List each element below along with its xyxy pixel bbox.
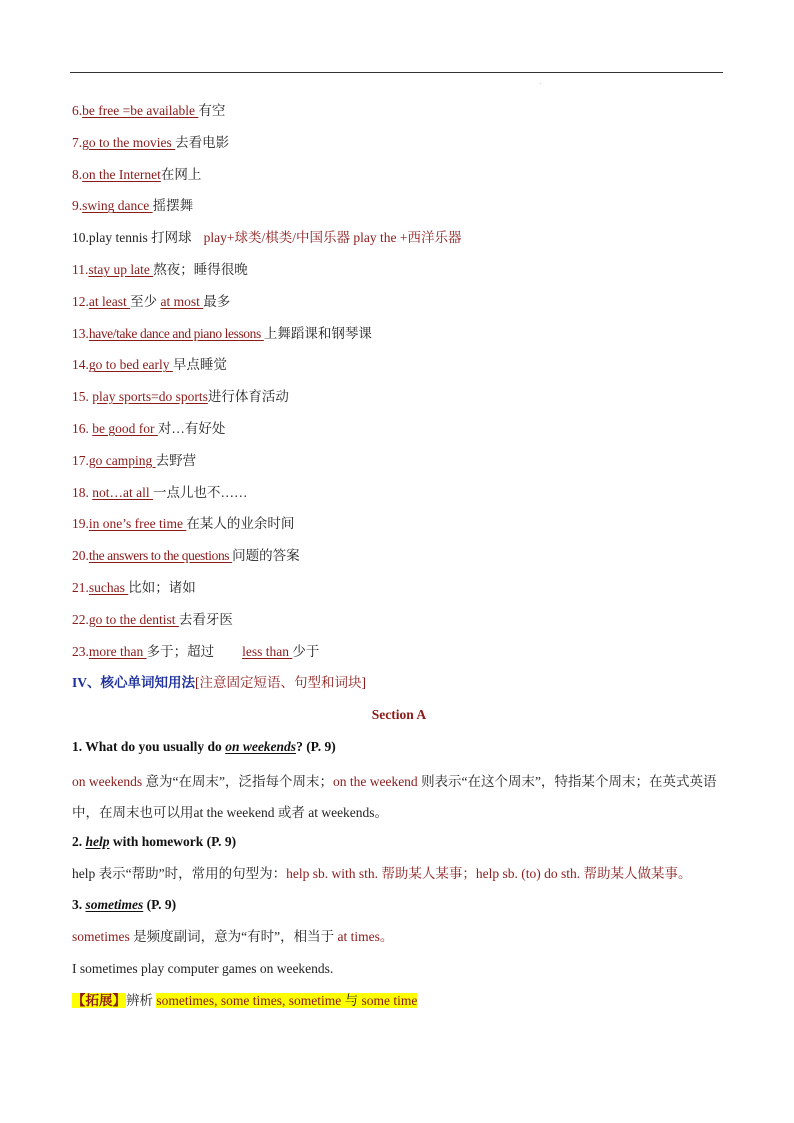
phrase-line-6 [72,98,726,130]
chinese-meaning: 去看电影 [175,134,230,150]
chinese-meaning: 早点睡觉 [172,357,227,373]
chinese-meaning: 至少 [130,293,161,309]
item-number: 17. [72,452,89,468]
chinese-meaning: 比如；诸如 [128,579,196,595]
item-number: 12. [72,293,89,309]
item-number: 13. [72,325,89,341]
example-sentence: I sometimes play computer games on weekends. [72,960,334,976]
phrase-line-10 [72,225,726,257]
phrase-line-17 [72,448,726,480]
english-phrase: less than [242,643,293,659]
phrase-line-22 [72,607,726,639]
question-1: 1. What do you usually do on weekends? (P. 9) [72,738,336,754]
chinese-meaning: 少于 [292,643,320,659]
item-number: 20. [72,548,89,564]
item-number: 15. [72,389,93,405]
question-2-explanation: help 表示“帮助”时，常用的句型为：help sb. with sth. 帮助某人某事；help sb. (to) do sth. 帮助某人做某事。 [72,865,692,881]
phrase-line-15 [72,384,726,416]
phrase-line-11 [72,257,726,289]
chinese-meaning: 进行体育活动 [207,389,289,405]
document-body [72,98,726,1020]
item-number: 11. [72,261,89,277]
question-2: 2. help with homework (P. 9) [72,833,237,849]
chinese-meaning: 去野营 [155,452,197,468]
english-phrase: suchas [88,579,129,595]
phrase-line-12 [72,289,726,321]
item-number: 21. [72,579,89,595]
phrase-text: play tennis 打网球 [88,230,192,246]
question-3-explanation: sometimes 是频度副词，意为“有时”，相当于 at times。 [72,929,394,945]
english-phrase: be good for [92,420,158,436]
english-phrase: at least [88,293,131,309]
chinese-meaning: 在某人的业余时间 [186,516,295,532]
section-title: Section A [371,707,427,723]
phrase-line-13 [72,321,726,353]
english-phrase: the answers to the questions [88,548,233,564]
chinese-meaning: 上舞蹈课和钢琴课 [263,325,372,341]
chinese-meaning: 摇摆舞 [152,198,194,214]
item-number: 10. [72,230,89,246]
english-phrase: swing dance [82,198,153,214]
phrase-line-20 [72,543,726,575]
chinese-meaning: 去看牙医 [178,611,233,627]
phrase-line-9 [72,193,726,225]
chinese-meaning: 对…有好处 [157,420,226,436]
phrase-line-23 [72,639,726,671]
item-number: 16. [72,420,93,436]
english-phrase: at most [160,293,204,309]
english-phrase: more than [88,643,147,659]
english-phrase: go to the movies [82,134,176,150]
phrase-line-21 [72,575,726,607]
english-phrase: on the Internet [82,166,161,182]
question-3: 3. sometimes (P. 9) [72,897,177,913]
item-number: 23. [72,643,89,659]
chinese-meaning: 问题的答案 [232,548,300,564]
section-heading: IV、核心单词知用法[注意固定短语、句型和词块] [72,675,367,691]
english-phrase: have/take dance and piano lessons [88,325,264,341]
item-number: 18. [72,484,93,500]
english-phrase: in one’s free time [88,516,187,532]
english-phrase: play sports=do sports [92,389,208,405]
english-phrase: go camping [88,452,156,468]
english-phrase: stay up late [88,261,154,277]
chinese-meaning: 熬夜；睡得很晚 [153,261,248,277]
question-1-explanation: on weekends 意为“在周末”，泛指每个周末；on the weekend 则表示“在这个周末”，特指某个周末；在英式英语中，在周末也可以用at the weekend 或者 at weekends。 [72,773,717,821]
chinese-meaning: 有空 [198,103,226,118]
phrase-line-14 [72,352,726,384]
english-phrase: go to the dentist [88,611,179,627]
chinese-meaning: 一点儿也不…… [153,484,248,500]
phrase-line-19 [72,511,726,543]
english-phrase: go to bed early [88,357,173,373]
english-phrase: be free =be available [82,103,199,118]
phrase-line-8 [72,162,726,194]
chinese-meaning: 最多 [203,293,231,309]
item-number: 19. [72,516,89,532]
chinese-meaning: 在网上 [160,166,202,182]
item-number: 9. [72,198,83,214]
english-phrase: not…at all [92,484,153,500]
phrase-line-7 [72,130,726,162]
chinese-meaning: 多于；超过 [146,643,215,659]
expand-note: 【拓展】辨析 sometimes, some times, sometime 与 some time [72,992,418,1008]
header-dot: . [540,80,542,86]
item-number: 7. [72,134,83,150]
item-number: 22. [72,611,89,627]
item-number: 8. [72,166,83,182]
phrase-line-16 [72,416,726,448]
item-number: 14. [72,357,89,373]
item-number: 6. [72,103,83,118]
phrase-line-18 [72,480,726,512]
header-rule [70,72,723,73]
usage-note: play+球类/棋类/中国乐器 play the +西洋乐器 [203,230,462,246]
